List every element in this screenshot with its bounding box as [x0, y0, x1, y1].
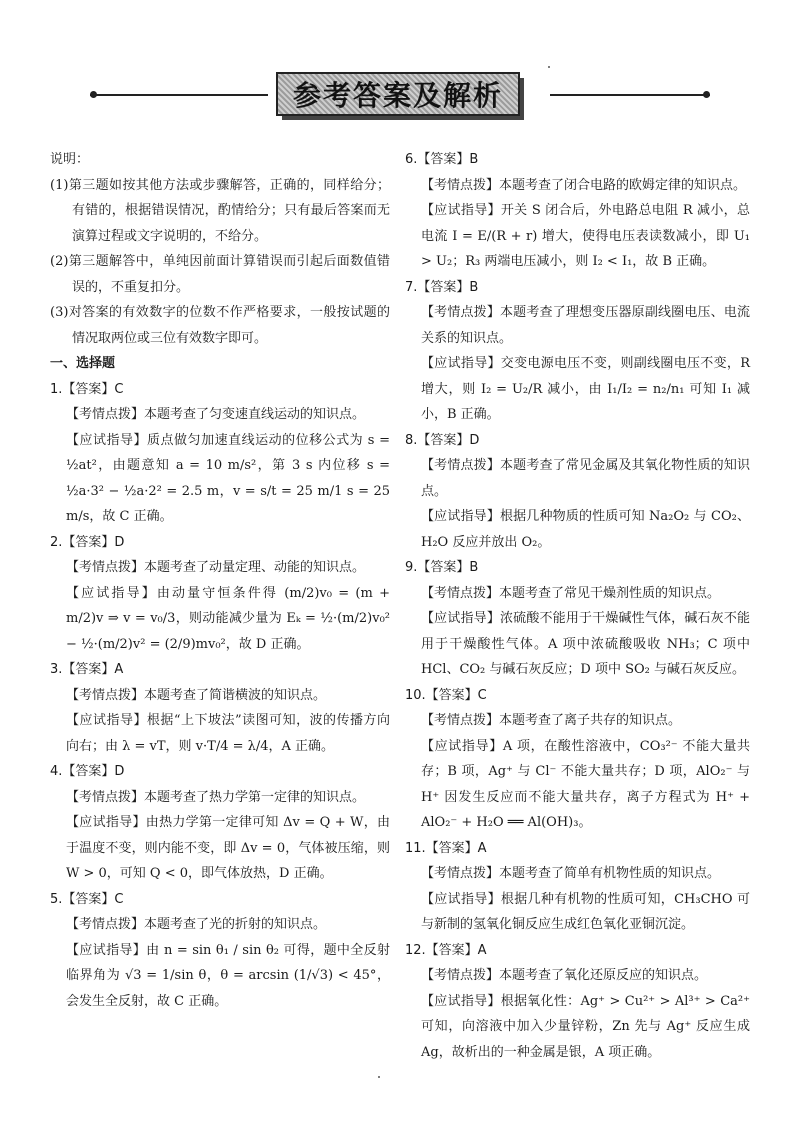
left-paragraph: 说明：: [50, 152, 90, 167]
header-rule-right: [550, 94, 710, 96]
left-exam-guide: 【应试指导】由动量守恒条件得 (m/2)v₀ = (m + m/2)v ⇒ v = v₀/3，则动能减少量为 Eₖ = ½·(m/2)v₀² − ½·(m/2)v² = (2/9)mv₀²，故 D 正确。: [66, 585, 390, 652]
header-rule-dot-right: [703, 91, 710, 98]
right-exam-point: 【考情点拨】本题考查了常见干燥剂性质的知识点。: [421, 585, 721, 601]
right-answer-line: 10.【答案】C: [405, 687, 487, 703]
left-answer-line: 1.【答案】C: [50, 381, 124, 397]
right-answer-line: 7.【答案】B: [405, 279, 479, 295]
left-exam-point: 【考情点拨】本题考查了热力学第一定律的知识点。: [66, 789, 366, 805]
right-exam-point: 【考情点拨】本题考查了常见金属及其氧化物性质的知识点。: [421, 458, 750, 499]
right-exam-guide: 【应试指导】根据几种物质的性质可知 Na₂O₂ 与 CO₂、H₂O 反应并放出 O₂。: [421, 509, 750, 550]
left-note-item: (1)第三题如按其他方法或步骤解答，正确的，同样给分；有错的，根据错误情况，酌情给分；只有最后答案而无演算过程或文字说明的，不给分。: [50, 177, 390, 244]
right-answer-line: 6.【答案】B: [405, 152, 479, 167]
left-exam-point: 【考情点拨】本题考查了动量定理、动能的知识点。: [66, 560, 366, 575]
right-answer-line: 9.【答案】B: [405, 560, 479, 575]
page-title: 参考答案及解析: [292, 79, 503, 112]
left-answer-line: 3.【答案】A: [50, 662, 124, 677]
left-note-item: (3)对答案的有效数字的位数不作严格要求，一般按试题的情况取两位或三位有效数字即可。: [50, 305, 390, 346]
scan-speck: [378, 1076, 380, 1078]
left-exam-point: 【考情点拨】本题考查了匀变速直线运动的知识点。: [66, 407, 366, 422]
right-answer-line: 12.【答案】A: [405, 942, 487, 958]
left-column: [50, 147, 390, 1014]
right-exam-guide: 【应试指导】浓硫酸不能用于干燥碱性气体，碱石灰不能用于干燥酸性气体。A 项中浓硫酸吸收 NH₃；C 项中 HCl、CO₂ 与碱石灰反应；D 项中 SO₂ 与碱石灰反应。: [421, 611, 750, 677]
page-header: [90, 72, 710, 118]
right-exam-point: 【考情点拨】本题考查了离子共存的知识点。: [421, 713, 682, 728]
left-answer-line: 4.【答案】D: [50, 764, 125, 779]
right-exam-guide: 【应试指导】根据几种有机物的性质可知，CH₃CHO 可与新制的氢氧化铜反应生成红色氧化亚铜沉淀。: [421, 891, 750, 932]
left-exam-point: 【考情点拨】本题考查了简谐横波的知识点。: [66, 687, 327, 703]
left-exam-point: 【考情点拨】本题考查了光的折射的知识点。: [66, 917, 327, 932]
right-exam-point: 【考情点拨】本题考查了氧化还原反应的知识点。: [421, 968, 708, 983]
scan-speck: [548, 66, 550, 68]
left-answer-line: 5.【答案】C: [50, 891, 124, 907]
left-exam-guide: 【应试指导】由热力学第一定律可知 Δv = Q + W，由于温度不变，则内能不变，即 Δv = 0，气体被压缩，则 W > 0，可知 Q < 0，即气体放热，D 正确。: [66, 815, 390, 881]
header-rule-left: [90, 94, 268, 96]
right-exam-point: 【考情点拨】本题考查了理想变压器原副线圈电压、电流关系的知识点。: [421, 305, 750, 346]
right-answer-line: 8.【答案】D: [405, 432, 480, 448]
left-section-heading: 一、选择题: [50, 356, 116, 371]
left-exam-guide: 【应试指导】根据“上下坡法”读图可知，波的传播方向向右；由 λ = vT，则 v·T/4 = λ/4，A 正确。: [66, 713, 390, 754]
left-answer-line: 2.【答案】D: [50, 534, 125, 550]
right-exam-point: 【考情点拨】本题考查了简单有机物性质的知识点。: [421, 866, 721, 881]
right-answer-line: 11.【答案】A: [405, 840, 487, 856]
right-exam-guide: 【应试指导】A 项，在酸性溶液中，CO₃²⁻ 不能大量共存；B 项，Ag⁺ 与 Cl⁻ 不能大量共存；D 项，AlO₂⁻ 与 H⁺ 因发生反应而不能大量共存，离子方程式为 H⁺ + AlO₂⁻ + H₂O ══ Al(OH)₃。: [421, 738, 750, 830]
right-exam-point: 【考情点拨】本题考查了闭合电路的欧姆定律的知识点。: [421, 177, 747, 193]
left-exam-guide: 【应试指导】质点做匀加速直线运动的位移公式为 s = ½at²，由题意知 a = 10 m/s²，第 3 s 内位移 s = ½a·3² − ½a·2² = 2.5 m，v = s/t = 25 m/1 s = 25 m/s，故 C 正确。: [66, 432, 390, 524]
title-banner: [276, 72, 520, 116]
left-exam-guide: 【应试指导】由 n = sin θ₁ / sin θ₂ 可得，题中全反射临界角为 √3 = 1/sin θ，θ = arcsin (1/√3) < 45°，会发生全反射，故 C 正确。: [66, 942, 390, 1009]
right-exam-guide: 【应试指导】根据氧化性：Ag⁺ > Cu²⁺ > Al³⁺ > Ca²⁺ 可知，向溶液中加入少量锌粉，Zn 先与 Ag⁺ 反应生成 Ag，故析出的一种金属是银，A 项正确。: [421, 993, 750, 1060]
right-exam-guide: 【应试指导】开关 S 闭合后，外电路总电阻 R 减小，总电流 I = E/(R + r) 增大，使得电压表读数减小，即 U₁ > U₂；R₃ 两端电压减小，则 I₂ < I₁，故 B 正确。: [421, 203, 750, 269]
right-column: [405, 147, 750, 1065]
left-note-item: (2)第三题解答中，单纯因前面计算错误而引起后面数值错误的，不重复扣分。: [50, 254, 390, 295]
right-exam-guide: 【应试指导】交变电源电压不变，则副线圈电压不变，R 增大，则 I₂ = U₂/R 减小，由 I₁/I₂ = n₂/n₁ 可知 I₁ 减小，B 正确。: [421, 356, 750, 422]
